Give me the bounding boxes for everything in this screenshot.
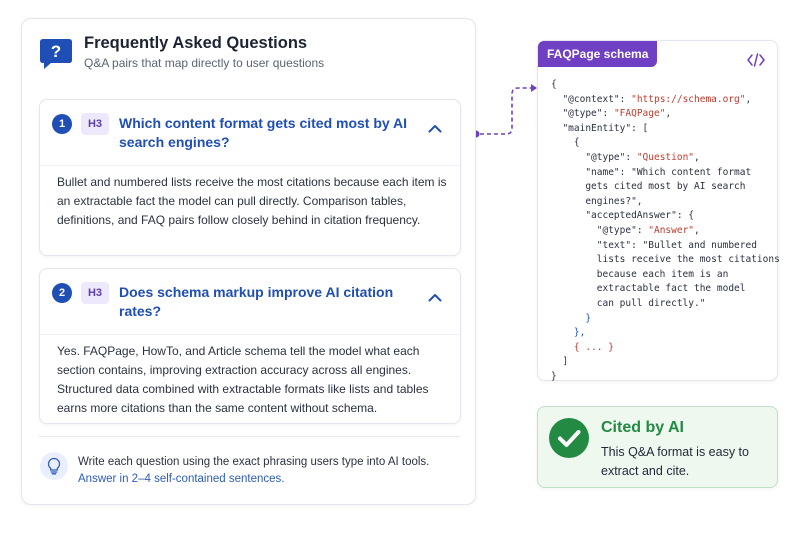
answer-text: Yes. FAQPage, HowTo, and Article schema tell the model what each section contains, improving extraction accuracy across all engines. Structured data combined with extractable formats like lists and tables earns more citations than the same content without schema. bbox=[57, 344, 429, 415]
code-key: "name" bbox=[585, 166, 620, 178]
divider bbox=[39, 436, 460, 437]
code-line: }, bbox=[573, 327, 586, 339]
code-line: } bbox=[551, 370, 557, 382]
tip-subtext: Answer in 2–4 self-contained sentences. bbox=[78, 473, 285, 485]
code-line: because each item is an bbox=[596, 268, 729, 280]
code-line: { ... } bbox=[573, 341, 614, 353]
code-line: engines?", bbox=[585, 195, 643, 207]
code-key: "@type" bbox=[596, 224, 637, 236]
code-line: { bbox=[573, 137, 580, 149]
code-value: "Question" bbox=[636, 151, 695, 163]
faq-item-1[interactable] bbox=[39, 99, 461, 256]
chevron-up-icon[interactable] bbox=[428, 124, 442, 133]
faq-title: Frequently Asked Questions bbox=[84, 34, 308, 52]
code-line: lists receive the most citations bbox=[596, 254, 780, 266]
cited-text: This Q&A format is easy to extract and cite. bbox=[601, 445, 749, 478]
heading-tag: H3 bbox=[81, 113, 109, 135]
cited-card bbox=[537, 406, 778, 488]
code-line: } bbox=[585, 312, 592, 324]
heading-tag: H3 bbox=[81, 282, 109, 304]
question-bubble-icon bbox=[39, 36, 73, 70]
divider bbox=[40, 334, 460, 335]
question-number: 2 bbox=[52, 283, 72, 303]
chevron-up-icon[interactable] bbox=[428, 293, 442, 302]
question-text: Which content format gets cited most by AI search engines? bbox=[119, 115, 408, 150]
code-key: "text" bbox=[596, 239, 632, 251]
tip-text: Write each question using the exact phrasing users type into AI tools. bbox=[78, 456, 430, 468]
lightbulb-icon bbox=[46, 457, 62, 475]
divider bbox=[40, 165, 460, 166]
cited-title: Cited by AI bbox=[601, 419, 684, 436]
code-key: "acceptedAnswer" bbox=[585, 210, 677, 222]
code-value: "https://schema.org" bbox=[631, 93, 746, 105]
faq-item-2[interactable] bbox=[39, 268, 461, 424]
checkmark-circle-icon bbox=[548, 417, 590, 459]
question-number: 1 bbox=[52, 114, 72, 134]
code-value: "Answer" bbox=[648, 224, 695, 236]
code-value: "FAQPage" bbox=[613, 108, 666, 120]
answer-text: Bullet and numbered lists receive the most citations because each item is an extractable fact the model can pull directly. Comparison tables, definitions, and FAQ pairs follow closely behind in citation frequency. bbox=[57, 175, 447, 227]
faq-subtitle: Q&A pairs that map directly to user questions bbox=[84, 56, 325, 70]
schema-card bbox=[537, 40, 778, 381]
svg-text:?: ? bbox=[50, 42, 62, 61]
code-brackets-icon[interactable] bbox=[747, 53, 765, 67]
code-key: "mainEntity" bbox=[562, 122, 632, 134]
faq-card bbox=[21, 18, 476, 505]
code-line: gets cited most by AI search bbox=[585, 181, 746, 193]
code-line: can pull directly." bbox=[596, 297, 706, 309]
code-key: "@type" bbox=[562, 108, 603, 120]
code-line: ] bbox=[562, 356, 569, 368]
code-line: : [ bbox=[631, 122, 649, 134]
schema-badge: FAQPage schema bbox=[538, 41, 657, 67]
code-line: "Which content format bbox=[631, 166, 752, 178]
code-line: "Bullet and numbered bbox=[642, 239, 757, 251]
schema-code-block: { "@context": "https://schema.org", "@type": "FAQPage", "mainEntity": [ { "@type": "Question", "name": "Which content format gets cited most by AI search engines?", "acceptedAnswer": { "@type": "Answer", "text": "Bullet and numbered lists receive the most citations because each item is an extractable fact the model can pull directly." } }, { ... } ] } bbox=[551, 79, 780, 382]
code-line: extractable fact the model bbox=[596, 283, 746, 295]
question-text: Does schema markup improve AI citation rates? bbox=[119, 284, 394, 319]
code-line: : { bbox=[676, 210, 695, 222]
tip-icon-wrapper bbox=[40, 452, 68, 480]
code-line: { bbox=[551, 79, 557, 90]
code-key: "@context" bbox=[562, 93, 620, 105]
code-key: "@type" bbox=[585, 151, 626, 163]
